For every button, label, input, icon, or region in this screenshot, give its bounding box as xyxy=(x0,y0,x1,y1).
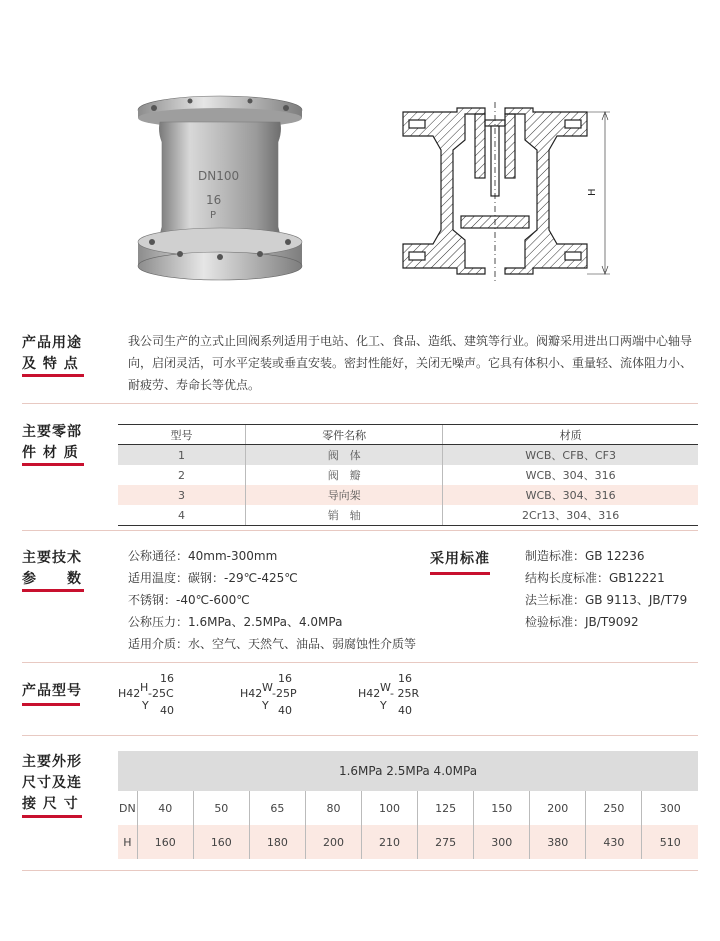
parts-underline xyxy=(22,463,84,466)
table-row: 3 导向架 WCB、304、316 xyxy=(118,485,698,505)
divider xyxy=(22,403,698,404)
parts-header-name: 零件名称 xyxy=(246,425,443,445)
table-row: H 160 160 180 200 210 275 300 380 430 510 xyxy=(118,825,698,859)
usage-underline xyxy=(22,374,84,377)
model-title: 产品型号 xyxy=(22,683,82,699)
dimensions-table xyxy=(118,791,698,859)
table-row: 2 阀 瓣 WCB、304、316 xyxy=(118,465,698,485)
tech-title: 主要技术 参 数 xyxy=(22,550,82,587)
svg-text:P: P xyxy=(210,210,217,221)
svg-text:16: 16 xyxy=(206,193,222,207)
technical-drawing xyxy=(395,100,620,290)
model-code-1: 16 H42 H -25C Y 40 xyxy=(118,672,174,717)
standards-title: 采用标准 xyxy=(430,551,490,567)
table-row: 1 阀 体 WCB、CFB、CF3 xyxy=(118,445,698,466)
dims-title: 主要外形 尺寸及连 接 尺 寸 xyxy=(22,754,82,812)
parts-header-row xyxy=(118,425,698,445)
divider xyxy=(22,870,698,871)
table-row: DN 40 50 65 80 100 125 150 200 250 300 xyxy=(118,791,698,825)
pressure-header: 1.6MPa 2.5MPa 4.0MPa xyxy=(118,751,698,791)
divider xyxy=(22,530,698,531)
standards-underline xyxy=(430,572,490,575)
model-underline xyxy=(22,703,80,706)
parts-title: 主要零部 件 材 质 xyxy=(22,424,82,461)
parts-table xyxy=(118,424,698,526)
standards-list: 制造标准：GB 12236 结构长度标准：GB12221 法兰标准：GB 9113、JB/T79 检验标准：JB/T9092 xyxy=(525,549,688,629)
divider xyxy=(22,735,698,736)
h-label: H xyxy=(118,825,137,859)
product-photo xyxy=(130,92,310,292)
dims-underline xyxy=(22,815,82,818)
tech-params: 公称通径：40mm-300mm 适用温度：碳钢：-29℃-425℃ 不锈钢：-40℃-600℃ 公称压力：1.6MPa、2.5MPa、4.0MPa 适用介质：水、空气、天然气、油品、弱腐蚀性介质等 xyxy=(128,549,417,651)
dn-label: DN xyxy=(119,801,136,815)
usage-title: 产品用途 及 特 点 xyxy=(22,335,82,372)
model-code-2: 16 H42 W -25P Y 40 xyxy=(240,672,297,717)
parts-header-model: 型号 xyxy=(118,425,246,445)
table-row: 4 销 轴 2Cr13、304、316 xyxy=(118,505,698,526)
model-code-3: 16 H42 W - 25R Y 40 xyxy=(358,672,420,717)
tech-underline xyxy=(22,589,84,592)
divider xyxy=(22,662,698,663)
parts-header-material: 材质 xyxy=(443,425,698,445)
usage-description: 我公司生产的立式止回阀系列适用于电站、化工、食品、造纸、建筑等行业。阀瓣采用进出口两端中心轴导向，启闭灵活，可水平定装或垂直安装。密封性能好，关闭无噪声。它具有体积小、重量轻、流体阻力小、耐疲劳、寿命长等优点。 xyxy=(128,334,693,392)
product-marking: DN100 xyxy=(198,169,240,183)
dimension-label: H xyxy=(587,188,598,196)
